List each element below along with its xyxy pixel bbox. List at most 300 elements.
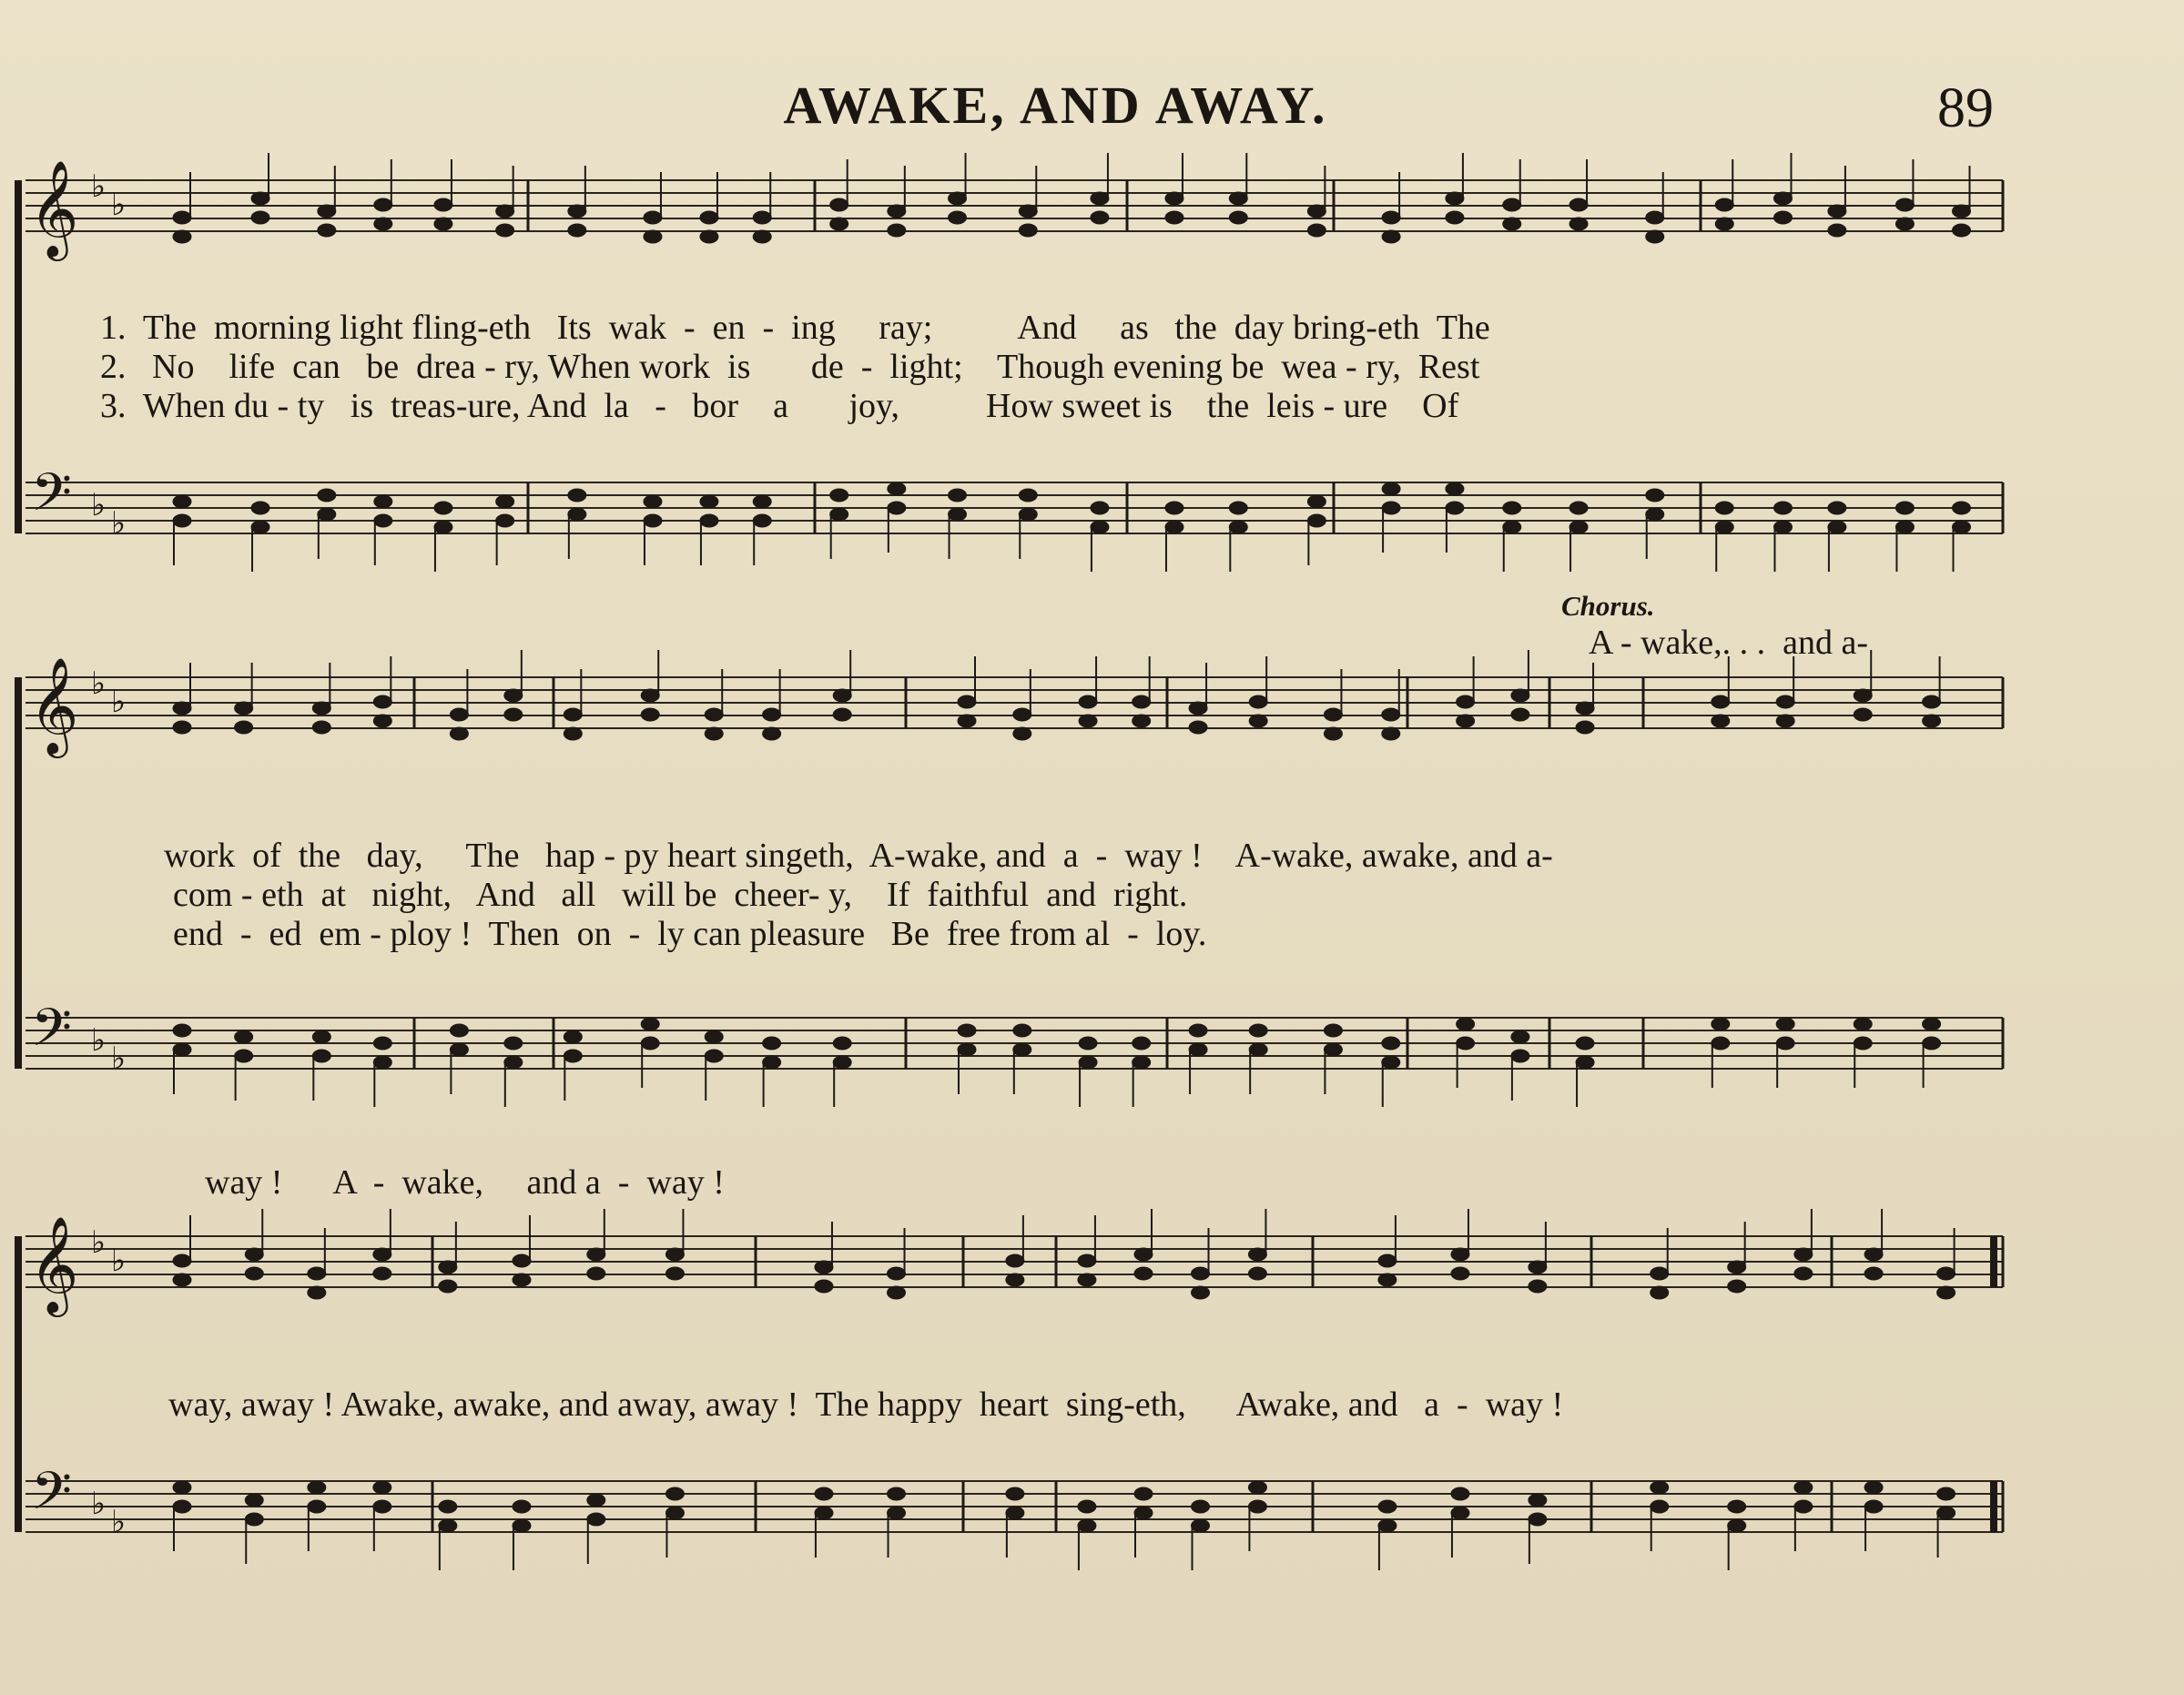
- note-head: [251, 211, 269, 224]
- note-head: [815, 1261, 833, 1274]
- note-head: [1923, 695, 1941, 708]
- note-head: [1249, 695, 1267, 708]
- note-head: [1192, 1500, 1210, 1513]
- note-head: [1529, 1261, 1547, 1274]
- note-head: [1511, 1030, 1529, 1043]
- note-head: [1503, 502, 1521, 514]
- note-head: [173, 1043, 191, 1056]
- note-head: [949, 508, 967, 521]
- note-head: [564, 727, 582, 740]
- note-head: [308, 1267, 326, 1280]
- note-head: [251, 502, 269, 514]
- note-head: [496, 514, 514, 527]
- note-head: [1715, 198, 1733, 211]
- note-head: [833, 1037, 851, 1050]
- note-head: [700, 230, 718, 243]
- note-head: [1864, 1248, 1883, 1261]
- note-head: [373, 1500, 391, 1513]
- note-head: [1451, 1487, 1469, 1500]
- chorus-upper-lyric: way ! A - wake, and a - way !: [205, 1163, 725, 1202]
- note-head: [1079, 715, 1097, 727]
- note-head: [173, 230, 191, 243]
- note-head: [1576, 1037, 1594, 1050]
- note-head: [1451, 1267, 1469, 1280]
- note-head: [1895, 502, 1914, 514]
- note-head: [1715, 502, 1733, 514]
- note-head: [434, 521, 452, 533]
- note-head: [1378, 1274, 1397, 1286]
- note-head: [1078, 1254, 1096, 1267]
- note-head: [235, 702, 253, 715]
- note-head: [587, 1513, 605, 1526]
- note-head: [1923, 715, 1941, 727]
- note-head: [1728, 1500, 1746, 1513]
- note-head: [373, 715, 391, 727]
- note-head: [587, 1494, 605, 1507]
- note-head: [318, 489, 336, 502]
- note-head: [1249, 1043, 1267, 1056]
- note-head: [1895, 198, 1914, 211]
- note-head: [1079, 1037, 1097, 1050]
- note-head: [245, 1494, 263, 1507]
- note-head: [1854, 708, 1872, 721]
- note-head: [504, 1037, 523, 1050]
- note-head: [949, 489, 967, 502]
- flat-sign: ♭: [111, 684, 127, 720]
- note-head: [1451, 1248, 1469, 1261]
- note-head: [251, 521, 269, 533]
- note-head: [318, 205, 336, 218]
- note-head: [1794, 1267, 1813, 1280]
- note-head: [504, 689, 523, 702]
- note-head: [1728, 1280, 1746, 1293]
- note-head: [641, 689, 659, 702]
- note-head: [568, 508, 586, 521]
- note-head: [373, 1481, 391, 1494]
- flat-sign: ♭: [91, 1486, 107, 1522]
- note-head: [173, 514, 191, 527]
- flat-sign: ♭: [91, 487, 107, 523]
- note-head: [450, 708, 468, 721]
- note-head: [753, 495, 771, 508]
- note-head: [888, 502, 906, 514]
- note-head: [1864, 1481, 1883, 1494]
- note-head: [439, 1500, 457, 1513]
- note-head: [312, 721, 330, 734]
- note-head: [1382, 502, 1400, 514]
- lyric-verse-3-line-2: end - ed em - ploy ! Then on - ly can pleasure Be free from al - loy.: [173, 915, 1207, 953]
- note-head: [245, 1248, 263, 1261]
- chorus-lyric: way, away ! Awake, awake, and away, away ! The happy heart sing-eth, Awake, and a - way !: [168, 1385, 1564, 1424]
- note-head: [1165, 502, 1183, 514]
- note-head: [504, 1056, 523, 1069]
- note-head: [1828, 502, 1846, 514]
- note-head: [1529, 1280, 1547, 1293]
- note-head: [318, 508, 336, 521]
- note-head: [1189, 702, 1207, 715]
- note-head: [1895, 218, 1914, 230]
- note-head: [830, 508, 848, 521]
- note-head: [958, 1043, 976, 1056]
- lyric-verse-2-line-2: com - eth at night, And all will be cheer- y, If faithful and right.: [173, 876, 1188, 914]
- note-head: [665, 1267, 684, 1280]
- note-head: [1937, 1267, 1955, 1280]
- note-head: [564, 1050, 582, 1062]
- note-head: [1511, 1050, 1529, 1062]
- chorus-pickup-lyric: A - wake,. . . and a-: [1589, 624, 1869, 662]
- note-head: [373, 1037, 391, 1050]
- note-head: [312, 1050, 330, 1062]
- note-head: [1446, 192, 1464, 205]
- flat-sign: ♭: [91, 665, 107, 702]
- note-head: [665, 1487, 684, 1500]
- note-head: [1794, 1500, 1813, 1513]
- note-head: [1165, 192, 1183, 205]
- note-head: [1895, 521, 1914, 533]
- note-head: [1091, 192, 1109, 205]
- note-head: [1457, 695, 1475, 708]
- note-head: [1229, 502, 1247, 514]
- note-head: [888, 1286, 906, 1299]
- note-head: [568, 224, 586, 237]
- note-head: [308, 1500, 326, 1513]
- note-head: [173, 1024, 191, 1037]
- note-head: [1776, 1018, 1794, 1030]
- note-head: [1952, 502, 1970, 514]
- note-head: [644, 495, 662, 508]
- note-head: [958, 1024, 976, 1037]
- note-head: [1569, 521, 1588, 533]
- note-head: [374, 198, 392, 211]
- note-head: [705, 727, 723, 740]
- treble-clef: 𝄞: [29, 1215, 79, 1313]
- note-head: [1511, 708, 1529, 721]
- note-head: [1382, 1056, 1400, 1069]
- note-head: [1828, 205, 1846, 218]
- note-head: [1378, 1254, 1397, 1267]
- flat-sign: ♭: [111, 505, 127, 542]
- note-head: [815, 1487, 833, 1500]
- note-head: [1457, 1037, 1475, 1050]
- note-head: [888, 224, 906, 237]
- note-head: [1324, 708, 1342, 721]
- flat-sign: ♭: [111, 1040, 127, 1077]
- note-head: [1646, 508, 1664, 521]
- note-head: [251, 192, 269, 205]
- note-head: [1712, 695, 1730, 708]
- note-head: [1773, 211, 1792, 224]
- note-head: [1511, 689, 1529, 702]
- note-head: [888, 482, 906, 495]
- flat-sign: ♭: [91, 1224, 107, 1261]
- note-head: [564, 1030, 582, 1043]
- note-head: [439, 1280, 457, 1293]
- note-head: [1646, 211, 1664, 224]
- note-head: [235, 721, 253, 734]
- note-head: [1013, 708, 1031, 721]
- note-head: [1503, 198, 1521, 211]
- note-head: [434, 198, 452, 211]
- note-head: [450, 1024, 468, 1037]
- note-head: [1382, 727, 1400, 740]
- note-head: [1134, 1487, 1153, 1500]
- note-head: [173, 1254, 191, 1267]
- note-head: [700, 514, 718, 527]
- note-head: [1937, 1487, 1955, 1500]
- note-head: [373, 695, 391, 708]
- note-head: [705, 1030, 723, 1043]
- note-head: [700, 211, 718, 224]
- note-head: [1569, 502, 1588, 514]
- note-head: [1569, 218, 1588, 230]
- note-head: [1189, 1043, 1207, 1056]
- note-head: [496, 495, 514, 508]
- note-head: [1854, 1037, 1872, 1050]
- note-head: [1457, 1018, 1475, 1030]
- note-head: [587, 1267, 605, 1280]
- note-head: [374, 218, 392, 230]
- note-head: [1651, 1286, 1669, 1299]
- note-head: [1248, 1248, 1266, 1261]
- lyric-verse-1-line-1: 1. The morning light fling-eth Its wak - en - ing ray; And as the day bring-eth The: [100, 309, 1490, 347]
- note-head: [763, 727, 781, 740]
- note-head: [245, 1513, 263, 1526]
- note-head: [1794, 1481, 1813, 1494]
- note-head: [1828, 224, 1846, 237]
- note-head: [1651, 1267, 1669, 1280]
- note-head: [1079, 1056, 1097, 1069]
- note-head: [373, 1056, 391, 1069]
- note-head: [1229, 192, 1247, 205]
- note-head: [1324, 727, 1342, 740]
- note-head: [1451, 1507, 1469, 1519]
- note-head: [374, 514, 392, 527]
- note-head: [312, 1030, 330, 1043]
- note-head: [587, 1248, 605, 1261]
- note-head: [564, 708, 582, 721]
- note-head: [496, 224, 514, 237]
- note-head: [1079, 695, 1097, 708]
- note-head: [1091, 521, 1109, 533]
- note-head: [1078, 1500, 1096, 1513]
- note-head: [173, 721, 191, 734]
- note-head: [1006, 1274, 1024, 1286]
- note-head: [1457, 715, 1475, 727]
- note-head: [1773, 502, 1792, 514]
- note-head: [1773, 192, 1792, 205]
- note-head: [1864, 1267, 1883, 1280]
- note-head: [1382, 482, 1400, 495]
- note-head: [1382, 708, 1400, 721]
- note-head: [1229, 521, 1247, 533]
- note-head: [1382, 230, 1400, 243]
- note-head: [1249, 715, 1267, 727]
- note-head: [308, 1286, 326, 1299]
- note-head: [1728, 1261, 1746, 1274]
- bass-clef: 𝄢: [31, 462, 73, 536]
- note-head: [245, 1267, 263, 1280]
- note-head: [888, 1487, 906, 1500]
- note-head: [1006, 1254, 1024, 1267]
- note-head: [1864, 1500, 1883, 1513]
- lyric-verse-3-line-1: 3. When du - ty is treas-ure, And la - bor a joy, How sweet is the leis - ure Of: [100, 387, 1459, 425]
- note-head: [1307, 495, 1326, 508]
- note-head: [1013, 1024, 1031, 1037]
- note-head: [434, 218, 452, 230]
- note-head: [958, 715, 976, 727]
- note-head: [450, 1043, 468, 1056]
- note-head: [1854, 1018, 1872, 1030]
- note-head: [1248, 1500, 1266, 1513]
- note-head: [1651, 1500, 1669, 1513]
- note-head: [504, 708, 523, 721]
- note-head: [1189, 721, 1207, 734]
- note-head: [1651, 1481, 1669, 1494]
- note-head: [1189, 1024, 1207, 1037]
- note-head: [700, 495, 718, 508]
- song-title: AWAKE, AND AWAY.: [783, 76, 1328, 135]
- note-head: [1192, 1519, 1210, 1532]
- note-head: [439, 1261, 457, 1274]
- note-head: [1446, 502, 1464, 514]
- note-head: [830, 489, 848, 502]
- note-head: [1937, 1507, 1955, 1519]
- note-head: [373, 1248, 391, 1261]
- lyric-verse-2-line-1: 2. No life can be drea - ry, When work is de - light; Though evening be wea - ry, Rest: [100, 348, 1480, 386]
- note-head: [1854, 689, 1872, 702]
- note-head: [815, 1507, 833, 1519]
- note-head: [1324, 1043, 1342, 1056]
- note-head: [833, 689, 851, 702]
- note-head: [513, 1254, 531, 1267]
- note-head: [568, 489, 586, 502]
- note-head: [644, 230, 662, 243]
- note-head: [1952, 521, 1970, 533]
- note-head: [1773, 521, 1792, 533]
- note-head: [665, 1507, 684, 1519]
- note-head: [1646, 489, 1664, 502]
- note-head: [513, 1519, 531, 1532]
- note-head: [644, 514, 662, 527]
- lyric-verse-1-line-2: work of the day, The hap - py heart singeth, A-wake, and a - way ! A-wake, awake, and a-: [164, 837, 1553, 875]
- note-head: [1091, 211, 1109, 224]
- note-head: [1776, 695, 1794, 708]
- note-head: [1165, 521, 1183, 533]
- note-head: [1134, 1507, 1153, 1519]
- note-head: [1794, 1248, 1813, 1261]
- note-head: [949, 192, 967, 205]
- note-head: [763, 1056, 781, 1069]
- note-head: [1134, 1248, 1153, 1261]
- note-head: [641, 1018, 659, 1030]
- note-head: [1446, 211, 1464, 224]
- note-head: [1382, 211, 1400, 224]
- note-head: [1229, 211, 1247, 224]
- note-head: [568, 205, 586, 218]
- note-head: [1133, 715, 1151, 727]
- note-head: [439, 1519, 457, 1532]
- note-head: [1952, 224, 1970, 237]
- note-head: [1133, 695, 1151, 708]
- note-head: [888, 1267, 906, 1280]
- note-head: [1019, 224, 1037, 237]
- note-head: [1923, 1018, 1941, 1030]
- note-head: [705, 1050, 723, 1062]
- note-head: [949, 211, 967, 224]
- note-head: [373, 1267, 391, 1280]
- note-head: [1013, 727, 1031, 740]
- note-head: [1006, 1507, 1024, 1519]
- note-head: [1503, 521, 1521, 533]
- note-head: [1576, 1056, 1594, 1069]
- note-head: [1529, 1513, 1547, 1526]
- note-head: [1078, 1519, 1096, 1532]
- note-head: [1378, 1519, 1397, 1532]
- note-head: [1646, 230, 1664, 243]
- note-head: [830, 198, 848, 211]
- note-head: [1078, 1274, 1096, 1286]
- note-head: [833, 708, 851, 721]
- note-head: [705, 708, 723, 721]
- note-head: [1019, 489, 1037, 502]
- note-head: [753, 230, 771, 243]
- note-head: [665, 1248, 684, 1261]
- note-head: [1091, 502, 1109, 514]
- note-head: [888, 1507, 906, 1519]
- note-head: [958, 695, 976, 708]
- note-head: [1776, 715, 1794, 727]
- note-head: [374, 495, 392, 508]
- note-head: [235, 1030, 253, 1043]
- note-head: [450, 727, 468, 740]
- note-head: [1503, 218, 1521, 230]
- note-head: [1728, 1519, 1746, 1532]
- note-head: [1248, 1267, 1266, 1280]
- note-head: [308, 1481, 326, 1494]
- note-head: [1715, 521, 1733, 533]
- note-head: [1712, 1018, 1730, 1030]
- note-head: [888, 205, 906, 218]
- note-head: [312, 702, 330, 715]
- note-head: [1248, 1481, 1266, 1494]
- note-head: [173, 211, 191, 224]
- note-head: [513, 1274, 531, 1286]
- note-head: [1165, 211, 1183, 224]
- note-head: [1712, 715, 1730, 727]
- note-head: [173, 1500, 191, 1513]
- note-head: [173, 1481, 191, 1494]
- note-head: [173, 702, 191, 715]
- note-head: [830, 218, 848, 230]
- treble-clef: 𝄞: [29, 656, 79, 754]
- note-head: [1923, 1037, 1941, 1050]
- flat-sign: ♭: [111, 187, 127, 223]
- note-head: [641, 1037, 659, 1050]
- note-head: [1324, 1024, 1342, 1037]
- note-head: [1576, 721, 1594, 734]
- note-head: [1828, 521, 1846, 533]
- note-head: [763, 1037, 781, 1050]
- note-head: [1307, 205, 1326, 218]
- note-head: [1006, 1487, 1024, 1500]
- note-head: [753, 211, 771, 224]
- bass-clef: 𝄢: [31, 997, 73, 1071]
- note-head: [1712, 1037, 1730, 1050]
- note-head: [1952, 205, 1970, 218]
- note-head: [833, 1056, 851, 1069]
- note-head: [641, 708, 659, 721]
- note-head: [496, 205, 514, 218]
